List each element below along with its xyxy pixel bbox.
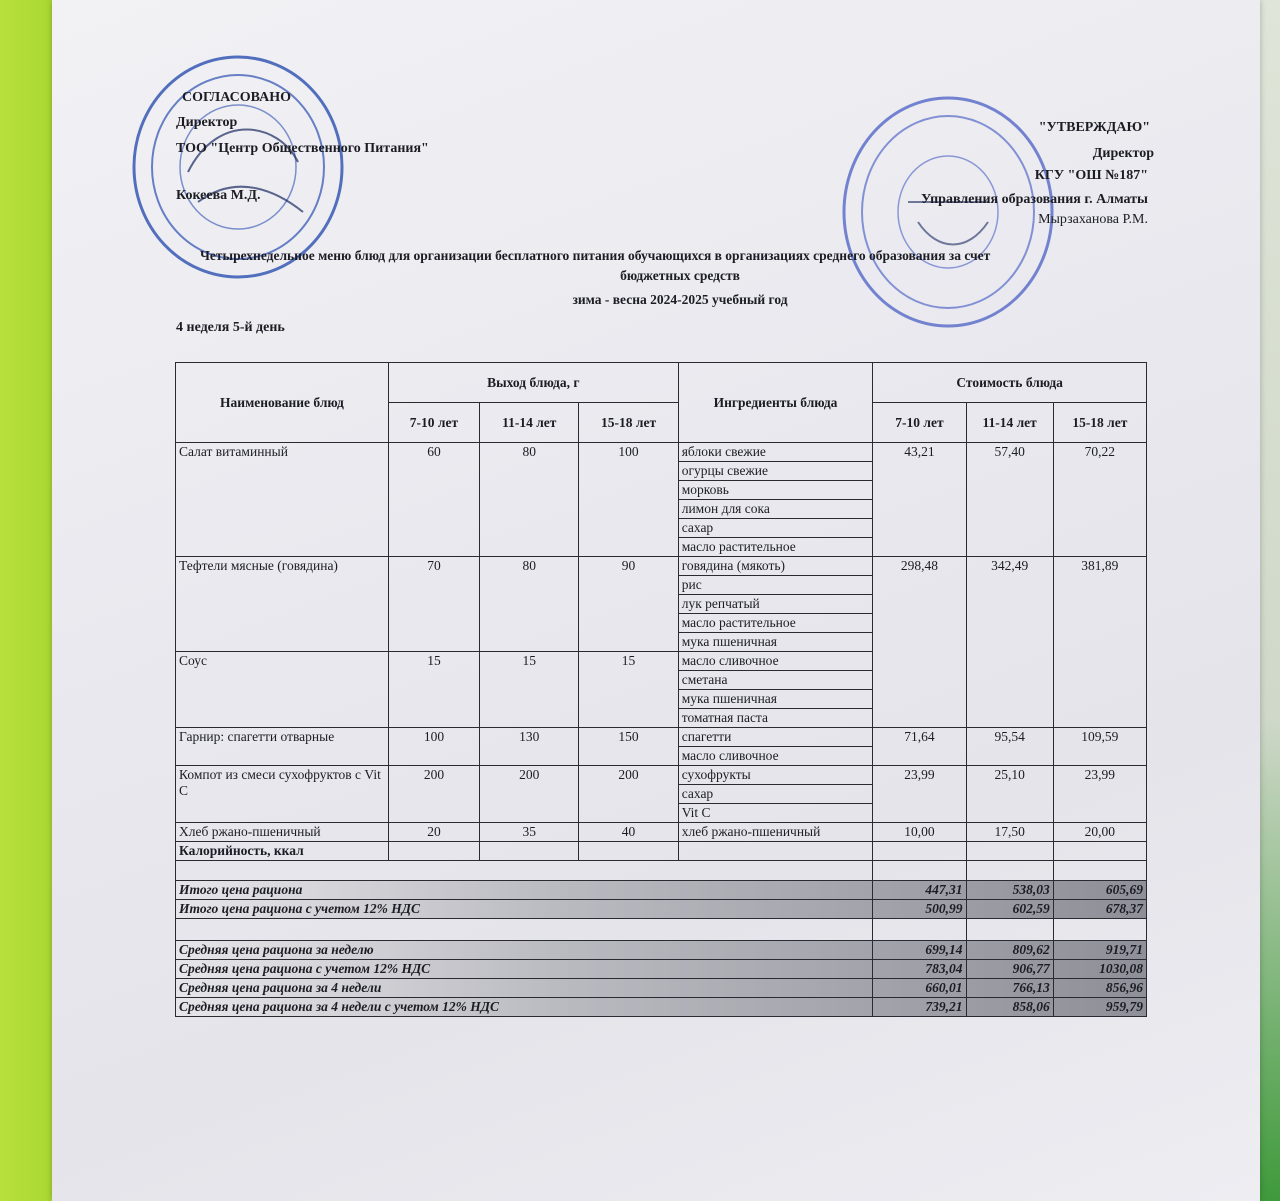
dish-out: 15 bbox=[388, 652, 479, 728]
agreed-label: СОГЛАСОВАНО bbox=[182, 90, 291, 105]
cost-age-1: 7-10 лет bbox=[873, 403, 966, 443]
out-age-2: 11-14 лет bbox=[480, 403, 579, 443]
ingredient: мука пшеничная bbox=[678, 633, 873, 652]
average-value: 856,96 bbox=[1053, 979, 1146, 998]
ingredient: огурцы свежие bbox=[678, 462, 873, 481]
ingredient: лук репчатый bbox=[678, 595, 873, 614]
table-row bbox=[176, 823, 1147, 842]
table-row bbox=[176, 960, 1147, 979]
average-value: 858,06 bbox=[966, 998, 1053, 1017]
dish-out: 20 bbox=[388, 823, 479, 842]
dish-name: Компот из смеси сухофруктов с Vit C bbox=[176, 766, 389, 823]
dish-out: 35 bbox=[480, 823, 579, 842]
dish-cost: 57,40 bbox=[966, 443, 1053, 557]
ingredient: говядина (мякоть) bbox=[678, 557, 873, 576]
ingredient: сухофрукты bbox=[678, 766, 873, 785]
out-age-3: 15-18 лет bbox=[579, 403, 678, 443]
out-age-1: 7-10 лет bbox=[388, 403, 479, 443]
ingredient: сахар bbox=[678, 785, 873, 804]
average-value: 809,62 bbox=[966, 941, 1053, 960]
dish-cost: 95,54 bbox=[966, 728, 1053, 766]
col-ingredients: Ингредиенты блюда bbox=[678, 363, 873, 443]
right-signer-name: Мырзаханова Р.М. bbox=[1038, 212, 1148, 227]
cost-age-2: 11-14 лет bbox=[966, 403, 1053, 443]
dish-out: 200 bbox=[480, 766, 579, 823]
dish-cost: 17,50 bbox=[966, 823, 1053, 842]
dish-name: Тефтели мясные (говядина) bbox=[176, 557, 389, 652]
total-label: Итого цена рациона bbox=[176, 881, 873, 900]
ingredient: сахар bbox=[678, 519, 873, 538]
dish-out: 15 bbox=[579, 652, 678, 728]
dish-name: Хлеб ржано-пшеничный bbox=[176, 823, 389, 842]
dish-cost: 70,22 bbox=[1053, 443, 1146, 557]
dish-out: 100 bbox=[579, 443, 678, 557]
ingredient: масло сливочное bbox=[678, 652, 873, 671]
right-position: Директор bbox=[1092, 146, 1154, 161]
dish-out: 200 bbox=[579, 766, 678, 823]
title-line-1: Четырехнедельное меню блюд для организации бесплатного питания обучающихся в организациях среднего образования за счет bbox=[200, 248, 991, 263]
calories-label: Калорийность, ккал bbox=[176, 842, 389, 861]
average-value: 739,21 bbox=[873, 998, 966, 1017]
average-value: 766,13 bbox=[966, 979, 1053, 998]
dish-out: 80 bbox=[480, 443, 579, 557]
day-label: 4 неделя 5-й день bbox=[176, 320, 285, 335]
dish-out: 100 bbox=[388, 728, 479, 766]
right-department: Управления образования г. Алматы bbox=[920, 192, 1148, 207]
dish-cost: 298,48 bbox=[873, 557, 966, 728]
total-value: 500,99 bbox=[873, 900, 966, 919]
col-output: Выход блюда, г bbox=[388, 363, 678, 403]
dish-cost: 381,89 bbox=[1053, 557, 1146, 728]
dish-cost: 109,59 bbox=[1053, 728, 1146, 766]
dish-out: 200 bbox=[388, 766, 479, 823]
table-row bbox=[176, 881, 1147, 900]
dish-cost: 25,10 bbox=[966, 766, 1053, 823]
right-organization: КГУ "ОШ №187" bbox=[1034, 168, 1148, 183]
average-label: Средняя цена рациона с учетом 12% НДС bbox=[176, 960, 873, 979]
left-position: Директор bbox=[176, 115, 238, 130]
table-row bbox=[176, 998, 1147, 1017]
total-value: 538,03 bbox=[966, 881, 1053, 900]
table-row bbox=[176, 979, 1147, 998]
ingredient: хлеб ржано-пшеничный bbox=[678, 823, 873, 842]
average-value: 919,71 bbox=[1053, 941, 1146, 960]
dish-out: 150 bbox=[579, 728, 678, 766]
total-value: 447,31 bbox=[873, 881, 966, 900]
dish-out: 60 bbox=[388, 443, 479, 557]
cost-age-3: 15-18 лет bbox=[1053, 403, 1146, 443]
ingredient: мука пшеничная bbox=[678, 690, 873, 709]
table-row bbox=[176, 766, 1147, 785]
total-label: Итого цена рациона с учетом 12% НДС bbox=[176, 900, 873, 919]
table-row bbox=[176, 443, 1147, 462]
dish-name: Гарнир: спагетти отварные bbox=[176, 728, 389, 766]
table-row bbox=[176, 842, 1147, 861]
dish-cost: 23,99 bbox=[1053, 766, 1146, 823]
menu-table bbox=[175, 362, 1147, 1017]
ingredient: яблоки свежие bbox=[678, 443, 873, 462]
average-label: Средняя цена рациона за неделю bbox=[176, 941, 873, 960]
dish-out: 130 bbox=[480, 728, 579, 766]
title-line-3: зима - весна 2024-2025 учебный год bbox=[572, 292, 788, 307]
ingredient: морковь bbox=[678, 481, 873, 500]
dish-out: 80 bbox=[480, 557, 579, 652]
ingredient: масло растительное bbox=[678, 538, 873, 557]
left-signer-name: Кокеева М.Д. bbox=[176, 188, 261, 203]
average-value: 660,01 bbox=[873, 979, 966, 998]
total-value: 602,59 bbox=[966, 900, 1053, 919]
total-value: 678,37 bbox=[1053, 900, 1146, 919]
dish-name: Салат витаминный bbox=[176, 443, 389, 557]
dish-name: Соус bbox=[176, 652, 389, 728]
ingredient: рис bbox=[678, 576, 873, 595]
average-value: 1030,08 bbox=[1053, 960, 1146, 979]
table-row bbox=[176, 900, 1147, 919]
dish-cost: 342,49 bbox=[966, 557, 1053, 728]
ingredient: масло сливочное bbox=[678, 747, 873, 766]
average-value: 906,77 bbox=[966, 960, 1053, 979]
average-value: 959,79 bbox=[1053, 998, 1146, 1017]
dish-out: 70 bbox=[388, 557, 479, 652]
dish-out: 15 bbox=[480, 652, 579, 728]
ingredient: спагетти bbox=[678, 728, 873, 747]
average-value: 699,14 bbox=[873, 941, 966, 960]
average-label: Средняя цена рациона за 4 недели с учетом 12% НДС bbox=[176, 998, 873, 1017]
table-row bbox=[176, 557, 1147, 576]
dish-cost: 43,21 bbox=[873, 443, 966, 557]
ingredient: сметана bbox=[678, 671, 873, 690]
dish-cost: 10,00 bbox=[873, 823, 966, 842]
average-value: 783,04 bbox=[873, 960, 966, 979]
ingredient: лимон для сока bbox=[678, 500, 873, 519]
total-value: 605,69 bbox=[1053, 881, 1146, 900]
ingredient: Vit C bbox=[678, 804, 873, 823]
dish-out: 90 bbox=[579, 557, 678, 652]
table-row bbox=[176, 728, 1147, 747]
average-label: Средняя цена рациона за 4 недели bbox=[176, 979, 873, 998]
dish-cost: 71,64 bbox=[873, 728, 966, 766]
approve-label: "УТВЕРЖДАЮ" bbox=[1038, 120, 1150, 135]
dish-cost: 20,00 bbox=[1053, 823, 1146, 842]
dish-cost: 23,99 bbox=[873, 766, 966, 823]
title-line-2: бюджетных средств bbox=[620, 268, 740, 283]
col-dish-name: Наименование блюд bbox=[176, 363, 389, 443]
left-organization: ТОО "Центр Общественного Питания" bbox=[176, 141, 429, 156]
ingredient: масло растительное bbox=[678, 614, 873, 633]
ingredient: томатная паста bbox=[678, 709, 873, 728]
table-row bbox=[176, 941, 1147, 960]
col-cost: Стоимость блюда bbox=[873, 363, 1147, 403]
dish-out: 40 bbox=[579, 823, 678, 842]
